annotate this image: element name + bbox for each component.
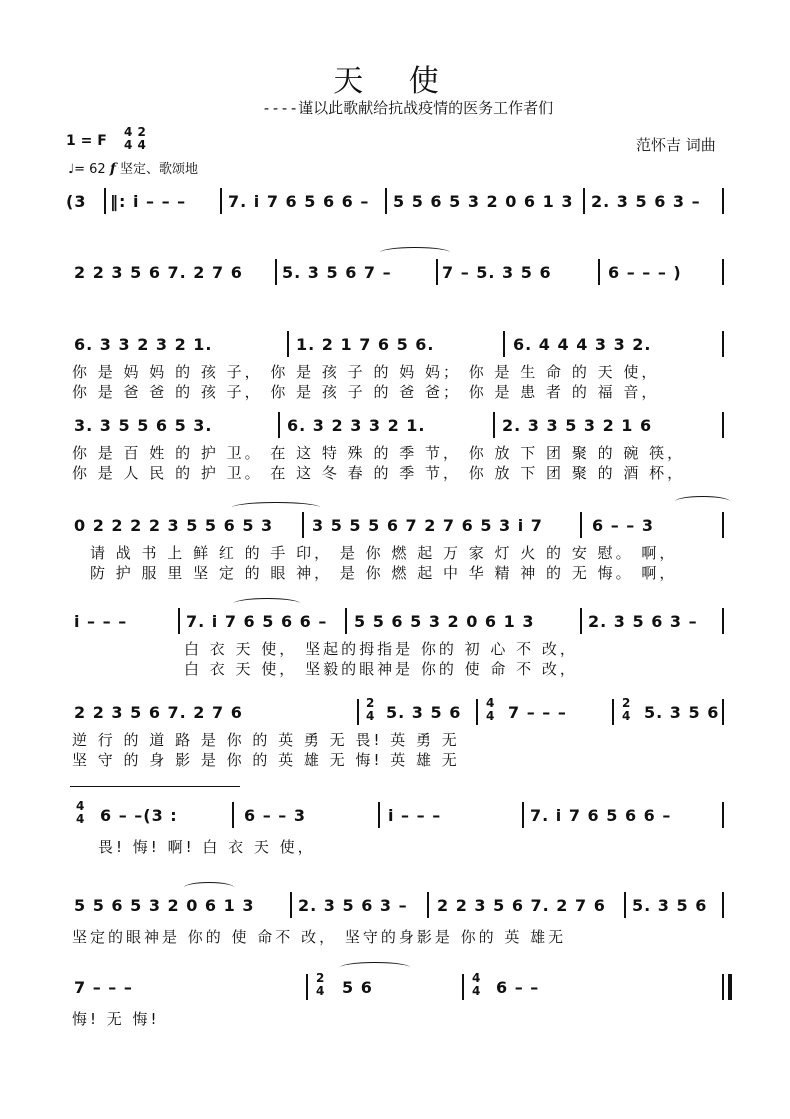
measure: 7 – – – [74, 978, 133, 997]
measure: 5. 3 5 6 [632, 896, 708, 915]
score-line-4 [0, 416, 790, 482]
lyric-verse-1: 你 是 百 姓 的 护 卫。 在 这 特 殊 的 季 节， 你 放 下 团 聚 的 碗 筷， [72, 444, 686, 462]
lyric-verse-2: 你 是 爸 爸 的 孩 子， 你 是 孩 子 的 爸 爸； 你 是 患 者 的 福 音， [72, 383, 660, 401]
measure: (3 [66, 192, 87, 211]
time-signature-2: 2 4 [137, 125, 146, 152]
measure: 2. 3 5 6 3 – [591, 192, 701, 211]
lyric-verse-1: 你 是 妈 妈 的 孩 子， 你 是 孩 子 的 妈 妈； 你 是 生 命 的 天 使， [72, 363, 660, 381]
measure: 1. 2 1 7 6 5 6. [296, 335, 435, 354]
measure: 5. 3 5 6 [386, 703, 462, 722]
tempo-value: ♩= 62 [68, 162, 106, 177]
key-signature: 1 = F [66, 133, 107, 149]
measure: i – – – [388, 806, 442, 825]
time-signature-change: 2 4 [366, 696, 375, 723]
measure: 2. 3 5 6 3 – [588, 612, 698, 631]
score-line-1 [0, 192, 790, 232]
score-line-8 [0, 799, 790, 856]
measure: 5. 3 5 6 7 – [282, 263, 392, 282]
lyric-verse-2: 坚 守 的 身 影 是 你 的 英 雄 无 悔! 英 雄 无 [72, 751, 460, 769]
composer-credit: 范怀吉 词曲 [636, 136, 716, 154]
measure: 7. i 7 6 5 6 6 – [228, 192, 370, 211]
measure: 2. 3 3 5 3 2 1 6 [502, 416, 653, 435]
score-line-9 [0, 896, 790, 946]
measure: 6 – – 3 [244, 806, 306, 825]
time-signature-change: 4 4 [472, 971, 481, 998]
measure: 7 – 5. 3 5 6 [442, 263, 552, 282]
measure: 5 5 6 5 3 2 0 6 1 3 [74, 896, 255, 915]
score-line-10 [0, 971, 790, 1028]
measure: 5 5 6 5 3 2 0 6 1 3 [354, 612, 535, 631]
score-line-6 [0, 612, 790, 678]
time-signature-change: 2 4 [316, 971, 325, 998]
dedication-subtitle: ----谨以此歌献给抗战疫情的医务工作者们 [262, 99, 554, 117]
lyric-verse-2: 防 护 服 里 坚 定 的 眼 神， 是 你 燃 起 中 华 精 神 的 无 悔。 啊， [90, 564, 678, 582]
song-title: 天 使 [333, 64, 457, 99]
measure: 6 – – – ) [608, 263, 682, 282]
lyric-line: 悔! 无 悔! [72, 1010, 160, 1028]
measure: 0 2 2 2 2 3 5 5 6 5 3 [74, 516, 274, 535]
score-line-5 [0, 516, 790, 582]
measure: 5 5 6 5 3 2 0 6 1 3 [393, 192, 574, 211]
measure: 6 – – [496, 978, 540, 997]
measure: 2. 3 5 6 3 – [298, 896, 408, 915]
time-signature-change: 4 4 [486, 696, 495, 723]
measure: ‖: i – – – [110, 192, 187, 211]
measure: 5. 3 5 6 [644, 703, 720, 722]
lyric-verse-2: 你 是 人 民 的 护 卫。 在 这 冬 春 的 季 节， 你 放 下 团 聚 的 酒 杯， [72, 464, 686, 482]
measure: 6 – – 3 [592, 516, 654, 535]
measure: 5 6 [342, 978, 373, 997]
measure: 3. 3 5 5 6 5 3. [74, 416, 213, 435]
time-signatures [124, 126, 146, 152]
measure: 6. 3 3 2 3 2 1. [74, 335, 213, 354]
lyric-verse-1: 白 衣 天 使， 坚起的拇指是 你的 初 心 不 改， [184, 640, 578, 658]
score-line-7 [0, 696, 790, 769]
time-signature-change: 4 4 [76, 799, 85, 826]
time-signature-change: 2 4 [622, 696, 631, 723]
measure: 6. 4 4 4 3 3 2. [513, 335, 652, 354]
measure: i – – – [74, 612, 128, 631]
measure: 6. 3 2 3 3 2 1. [287, 416, 426, 435]
dynamic-marking: f [109, 161, 116, 177]
score-line-2 [0, 263, 790, 303]
lyric-line: 坚定的眼神是 你的 使 命不 改， 坚守的身影是 你的 英 雄无 [72, 928, 567, 946]
lyric-verse-2: 白 衣 天 使， 坚毅的眼神是 你的 使 命 不 改， [184, 660, 578, 678]
measure: 7 – – – [508, 703, 567, 722]
measure: 7. i 7 6 5 6 6 – [530, 806, 672, 825]
score-line-3 [0, 335, 790, 401]
measure: 7. i 7 6 5 6 6 – [186, 612, 328, 631]
measure: 2 2 3 5 6 7. 2 7 6 [74, 263, 243, 282]
measure: 2 2 3 5 6 7. 2 7 6 [437, 896, 606, 915]
lyric-verse-1: 请 战 书 上 鲜 红 的 手 印， 是 你 燃 起 万 家 灯 火 的 安 慰。 啊， [90, 544, 678, 562]
measure: 6 – –(3 : [100, 806, 178, 825]
measure: 3 5 5 5 6 7 2 7 6 5 3 i 7 [312, 516, 543, 535]
time-signature-1: 4 4 [124, 125, 133, 152]
lyric-verse-1: 逆 行 的 道 路 是 你 的 英 勇 无 畏! 英 勇 无 [72, 731, 460, 749]
measure: 2 2 3 5 6 7. 2 7 6 [74, 703, 243, 722]
expression-text: 坚定、歌颂地 [120, 162, 199, 177]
lyric-line: 畏! 悔! 啊! 白 衣 天 使， [98, 838, 316, 856]
tempo-marking [68, 158, 198, 177]
